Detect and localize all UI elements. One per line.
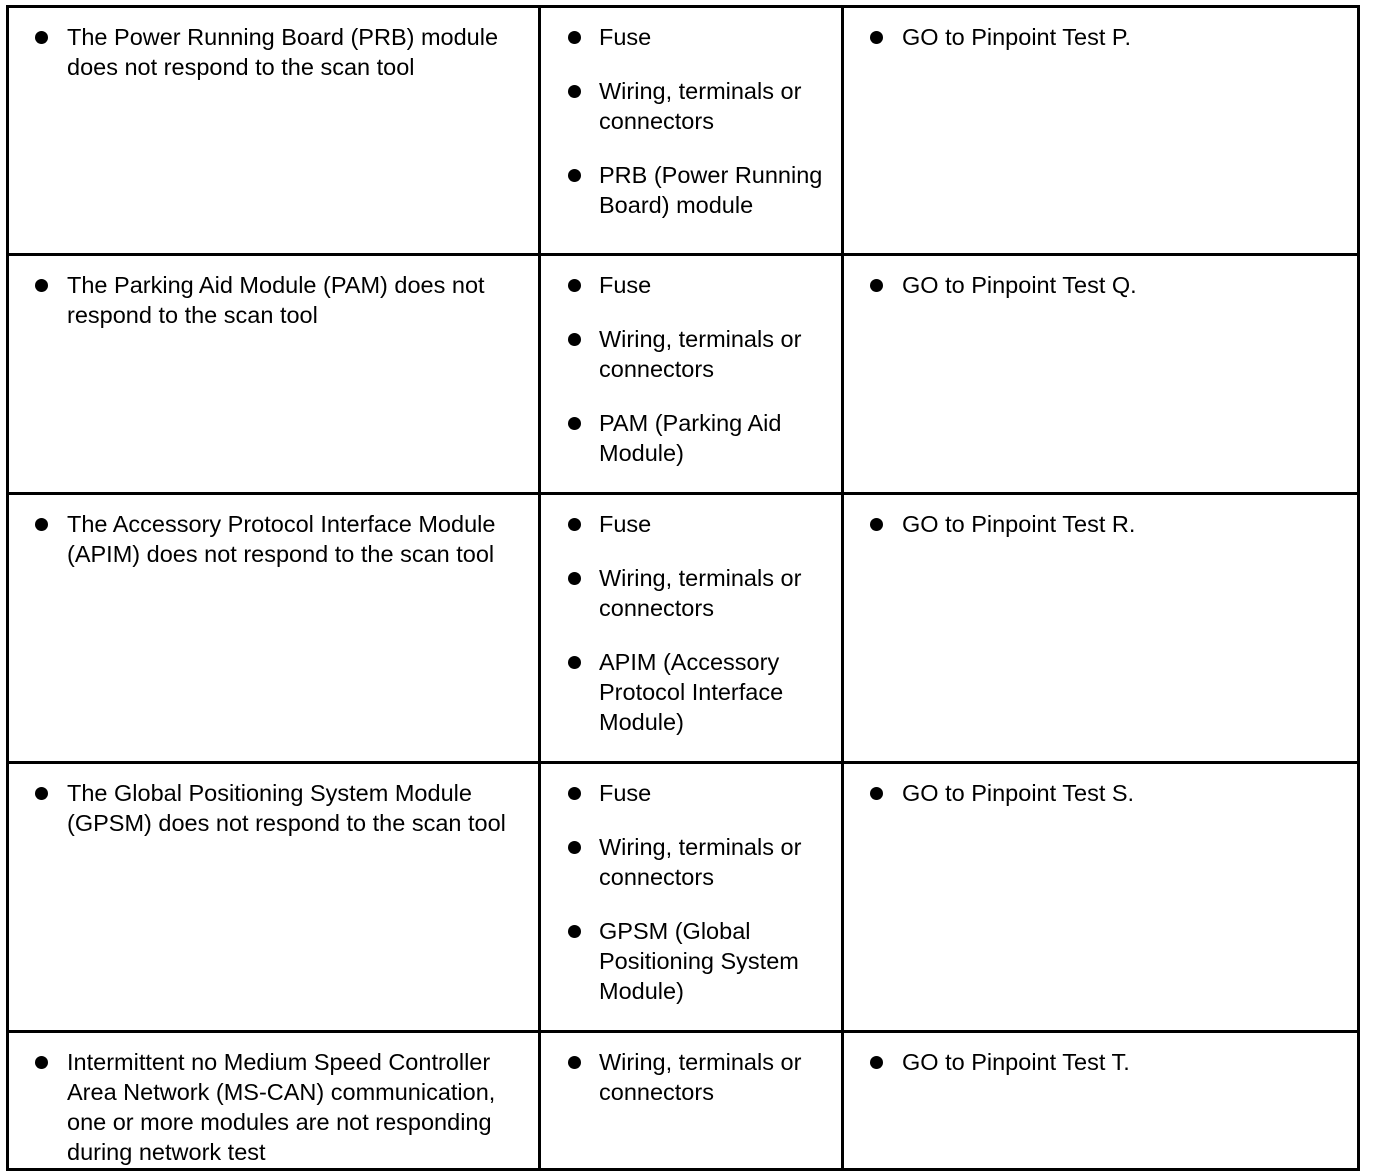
action-text: GO to Pinpoint Test Q.	[902, 270, 1347, 300]
possible-sources-cell	[540, 255, 843, 494]
action-cell	[843, 763, 1359, 1032]
possible-source-item: PAM (Parking Aid Module)	[599, 408, 833, 468]
condition-text: The Accessory Protocol Interface Module (APIM) does not respond to the scan tool	[67, 509, 528, 569]
action-text: GO to Pinpoint Test R.	[902, 509, 1347, 539]
possible-source-item: Fuse	[599, 270, 833, 300]
action-cell	[843, 7, 1359, 255]
possible-source-item: Wiring, terminals or connectors	[599, 324, 833, 384]
action-cell	[843, 1032, 1359, 1170]
condition-text: The Power Running Board (PRB) module does not respond to the scan tool	[67, 22, 528, 82]
action-cell	[843, 255, 1359, 494]
possible-source-item: Wiring, terminals or connectors	[599, 1047, 833, 1107]
symptom-chart-table	[6, 5, 1360, 1171]
table-row	[8, 763, 1359, 1032]
possible-source-item: APIM (Accessory Protocol Interface Module)	[599, 647, 833, 737]
possible-source-item: GPSM (Global Positioning System Module)	[599, 916, 833, 1006]
table-row	[8, 1032, 1359, 1170]
possible-sources-cell	[540, 763, 843, 1032]
condition-cell	[8, 494, 540, 763]
table-row	[8, 255, 1359, 494]
possible-source-item: Wiring, terminals or connectors	[599, 832, 833, 892]
possible-sources-cell	[540, 7, 843, 255]
condition-text: The Parking Aid Module (PAM) does not respond to the scan tool	[67, 270, 528, 330]
action-cell	[843, 494, 1359, 763]
condition-cell	[8, 763, 540, 1032]
possible-source-item: Fuse	[599, 778, 833, 808]
possible-source-item: Wiring, terminals or connectors	[599, 563, 833, 623]
action-text: GO to Pinpoint Test T.	[902, 1047, 1347, 1077]
possible-source-item: PRB (Power Running Board) module	[599, 160, 833, 220]
action-text: GO to Pinpoint Test P.	[902, 22, 1347, 52]
table-row	[8, 7, 1359, 255]
possible-source-item: Wiring, terminals or connectors	[599, 76, 833, 136]
condition-text: The Global Positioning System Module (GPSM) does not respond to the scan tool	[67, 778, 528, 838]
possible-source-item: Fuse	[599, 509, 833, 539]
action-text: GO to Pinpoint Test S.	[902, 778, 1347, 808]
condition-text: Intermittent no Medium Speed Controller Area Network (MS-CAN) communication, one or more modules are not responding during network test	[67, 1047, 528, 1167]
condition-cell	[8, 255, 540, 494]
possible-sources-cell	[540, 494, 843, 763]
condition-cell	[8, 1032, 540, 1170]
possible-source-item: Fuse	[599, 22, 833, 52]
table-row	[8, 494, 1359, 763]
possible-sources-cell	[540, 1032, 843, 1170]
condition-cell	[8, 7, 540, 255]
